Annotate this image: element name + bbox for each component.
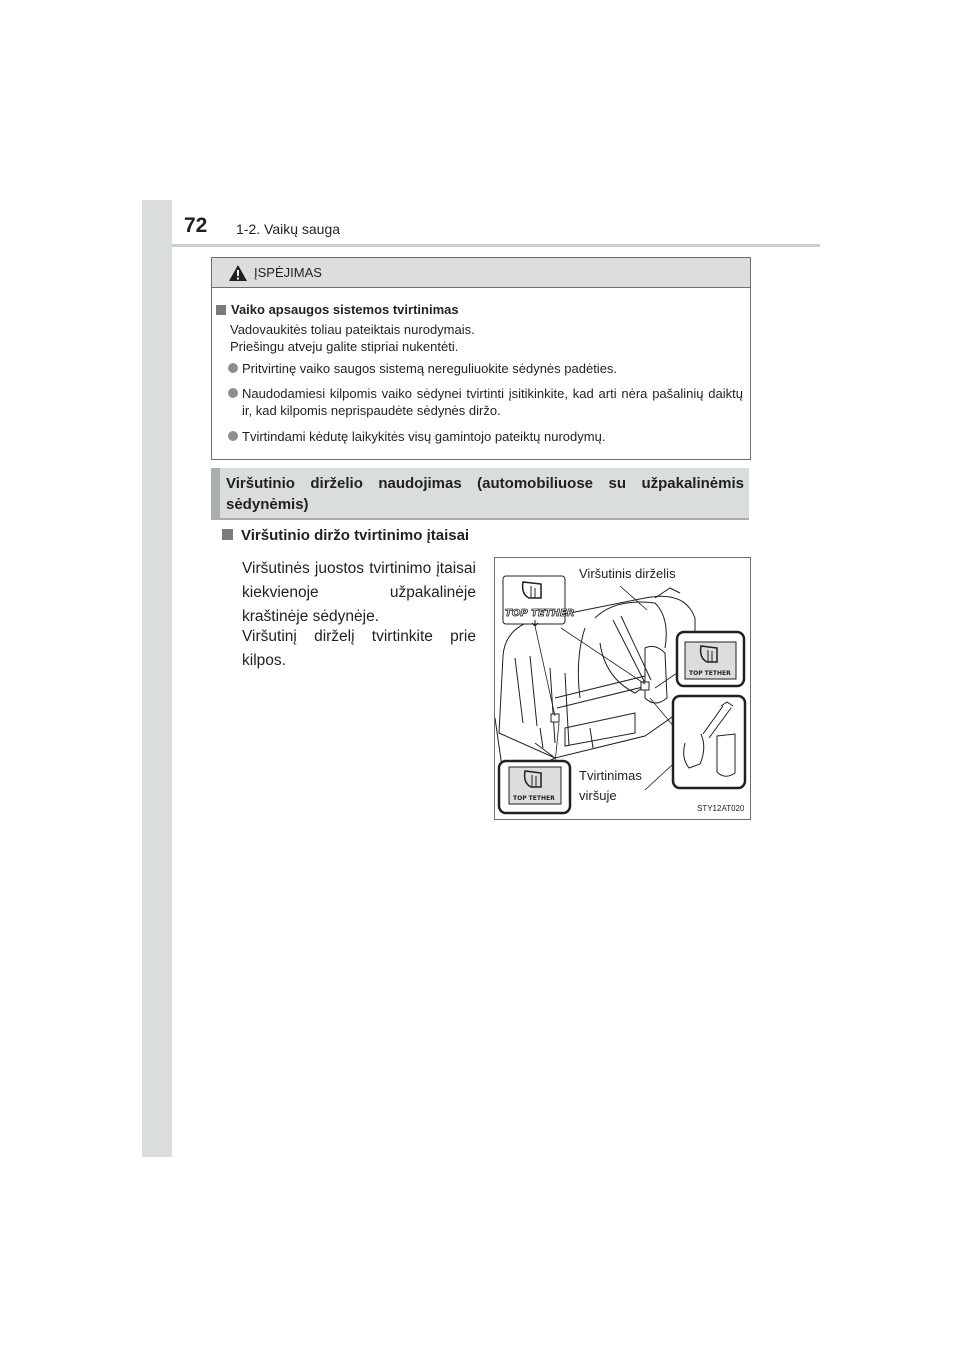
label-anchor-line1: Tvirtinimas — [579, 768, 642, 783]
page-side-strip — [142, 200, 172, 1157]
round-bullet-icon — [228, 363, 238, 373]
svg-text:TOP TETHER: TOP TETHER — [505, 608, 575, 619]
warning-header — [212, 258, 750, 288]
round-bullet-icon — [228, 431, 238, 441]
top-tether-inset-icon — [677, 632, 744, 686]
label-top-strap: Viršutinis dirželis — [579, 566, 676, 581]
content-subheading: Viršutinio diržo tvirtinimo įtaisai — [222, 527, 469, 544]
warning-triangle-icon — [228, 264, 248, 287]
section-title: 1-2. Vaikų sauga — [236, 221, 341, 237]
top-tether-inset-icon — [499, 761, 570, 813]
top-tether-logo-icon — [503, 576, 575, 626]
svg-text:TOP TETHER: TOP TETHER — [513, 795, 555, 802]
warning-intro-line1: Vadovaukitės toliau pateiktais nurodymais. — [230, 322, 475, 337]
label-anchor-line2: viršuje — [579, 788, 617, 803]
warning-bullet: Tvirtindami kėdutę laikykitės visų gamintojo pateiktų nurodymų. — [228, 428, 743, 445]
warning-title: ĮSPĖJIMAS — [254, 265, 322, 280]
anchor-mark — [641, 682, 649, 690]
header-divider — [172, 244, 820, 247]
topic-heading-box — [211, 468, 749, 520]
square-bullet-icon — [222, 529, 233, 540]
topic-accent-bar — [211, 468, 220, 518]
figure-code: STY12AT020 — [697, 804, 745, 813]
warning-subheading: Vaiko apsaugos sistemos tvirtinimas — [216, 301, 459, 318]
content-paragraph-2: Viršutinį dirželį tvirtinkite prie kilpos. — [242, 628, 476, 669]
round-bullet-icon — [228, 388, 238, 398]
warning-bullet: Naudodamiesi kilpomis vaiko sėdynei tvirtinti įsitikinkite, kad arti nėra pašalinių daiktų ir, kad kilpomis neprispaudėte sėdynės diržo. — [228, 385, 743, 419]
page-number: 72 — [184, 214, 208, 237]
svg-text:TOP TETHER: TOP TETHER — [689, 670, 731, 677]
tether-strap-inset — [673, 696, 745, 788]
warning-box — [211, 257, 751, 460]
content-paragraph-1: Viršutinės juostos tvirtinimo įtaisai kiekvienoje užpakalinėje kraštinėje sėdynėje. — [242, 560, 476, 625]
topic-title: Viršutinio dirželio naudojimas (automobiliuose su užpakalinėmis sėdynėmis) — [226, 475, 744, 513]
warning-bullet: Pritvirtinę vaiko saugos sistemą nereguliuokite sėdynės padėties. — [228, 360, 743, 377]
tether-anchor-figure — [494, 557, 751, 820]
square-bullet-icon — [216, 305, 226, 315]
warning-intro-line2: Priešingu atveju galite stipriai nukentėti. — [230, 339, 459, 354]
